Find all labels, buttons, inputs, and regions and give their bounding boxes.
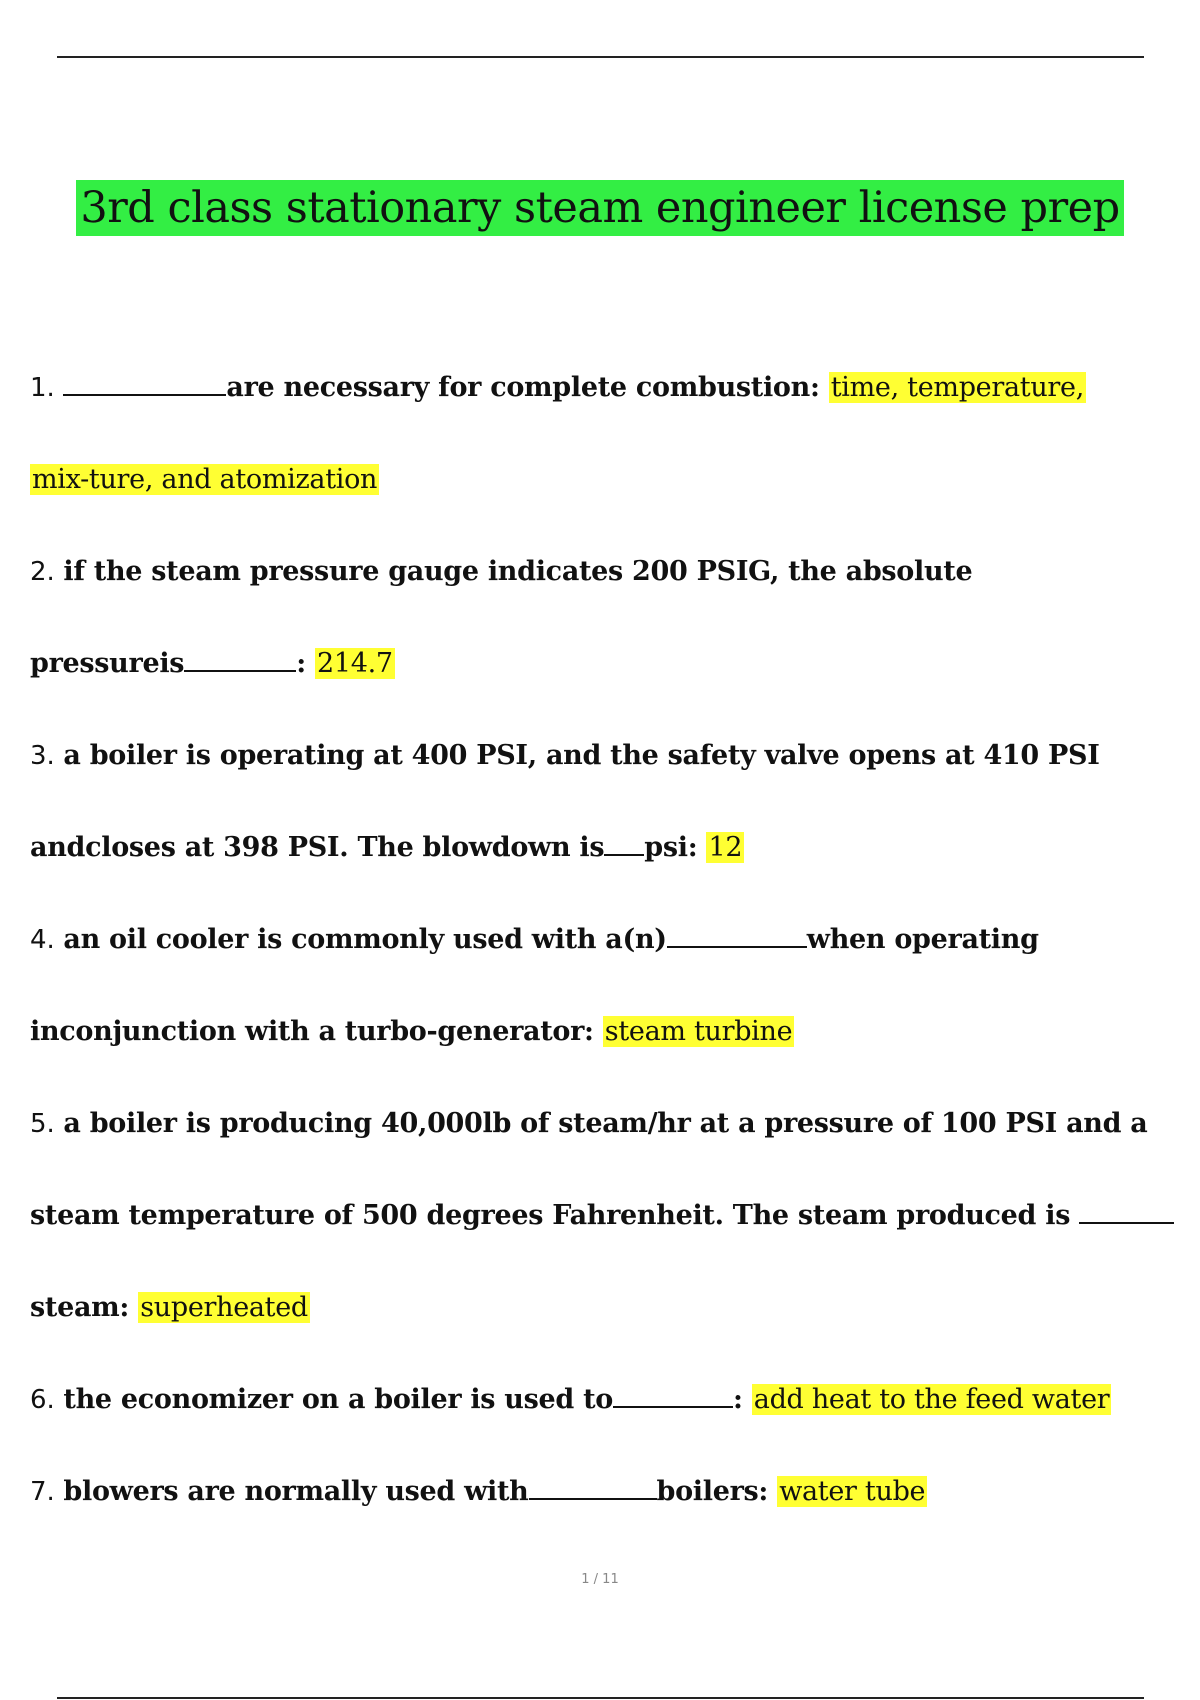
answer-blank	[529, 1472, 657, 1500]
answer-blank	[667, 920, 807, 948]
question-6-line-1	[30, 1380, 1111, 1420]
top-rule	[57, 56, 1144, 58]
question-2-line-1	[30, 552, 972, 592]
answer-highlight: steam turbine	[604, 1016, 793, 1047]
question-text: steam:	[30, 1292, 139, 1323]
answer-blank	[1079, 1196, 1174, 1224]
question-7-line-1	[30, 1472, 927, 1512]
bottom-rule	[57, 1697, 1144, 1699]
question-text: an oil cooler is commonly used with a(n)	[63, 924, 667, 955]
page-title: 3rd class stationary steam engineer license prep	[76, 180, 1123, 236]
page-number: 1 / 11	[581, 1572, 619, 1587]
question-3-line-1	[30, 736, 1100, 776]
answer-highlight: water tube	[779, 1476, 926, 1507]
question-2-line-2	[30, 644, 395, 684]
question-number: 6.	[30, 1385, 55, 1415]
question-1-line-2	[30, 460, 379, 500]
question-text: psi:	[644, 832, 707, 863]
question-text: if the steam pressure gauge indicates 200 PSIG, the absolute	[63, 556, 973, 587]
answer-highlight: superheated	[140, 1292, 308, 1323]
question-3-line-2	[30, 828, 744, 868]
question-5-line-3	[30, 1288, 310, 1328]
question-text: are necessary for complete combustion:	[226, 372, 829, 403]
answer-highlight: add heat to the feed water	[753, 1384, 1110, 1415]
question-5-line-1	[30, 1104, 1148, 1144]
answer-blank	[604, 828, 644, 856]
answer-blank	[63, 368, 226, 396]
question-number: 2.	[30, 557, 55, 587]
question-text: the economizer on a boiler is used to	[63, 1384, 613, 1415]
question-text: inconjunction with a turbo-generator:	[30, 1016, 603, 1047]
answer-blank	[184, 644, 296, 672]
question-number: 1.	[30, 373, 55, 403]
question-4-line-1	[30, 920, 1039, 960]
question-number: 5.	[30, 1109, 55, 1139]
title-container	[0, 180, 1200, 236]
question-text: a boiler is operating at 400 PSI, and the safety valve opens at 410 PSI	[63, 740, 1100, 771]
question-text: steam temperature of 500 degrees Fahrenheit. The steam produced is	[30, 1200, 1080, 1231]
question-5-line-2	[30, 1196, 1174, 1236]
question-text: :	[296, 648, 315, 679]
question-text: boilers:	[656, 1476, 778, 1507]
question-number: 7.	[30, 1477, 55, 1507]
question-text: andcloses at 398 PSI. The blowdown is	[30, 832, 605, 863]
question-text: when operating	[806, 924, 1039, 955]
answer-highlight: 12	[708, 832, 743, 863]
answer-highlight: time, temperature,	[830, 372, 1084, 403]
question-1-line-1	[30, 368, 1086, 408]
answer-blank	[613, 1380, 733, 1408]
question-text: blowers are normally used with	[63, 1476, 529, 1507]
question-4-line-2	[30, 1012, 794, 1052]
question-number: 3.	[30, 741, 55, 771]
answer-highlight: 214.7	[316, 648, 393, 679]
question-number: 4.	[30, 925, 55, 955]
question-text: :	[732, 1384, 752, 1415]
question-text: pressureis	[30, 648, 185, 679]
question-text: a boiler is producing 40,000lb of steam/hr at a pressure of 100 PSI and a	[63, 1108, 1148, 1139]
answer-highlight: mix-ture, and atomization	[32, 464, 378, 495]
